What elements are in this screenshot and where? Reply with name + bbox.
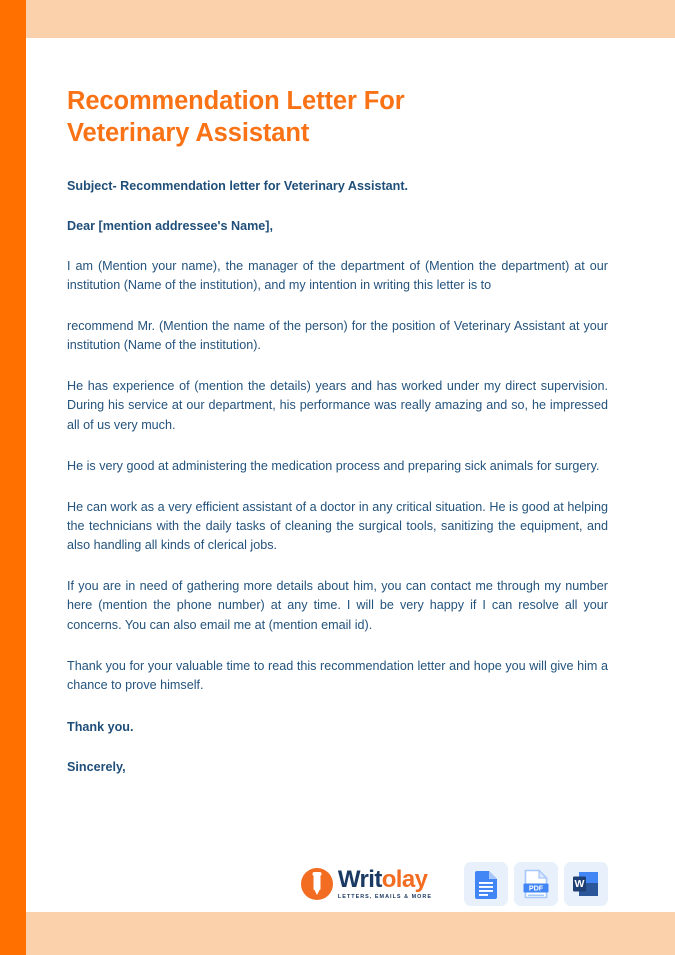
logo-tagline: LETTERS, EMAILS & MORE — [337, 893, 432, 900]
body-paragraph-5: He can work as a very efficient assistant of a doctor in any critical situation. He is good at helping the technicians with the daily tasks of cleaning the surgical tools, sanitizing the equipment, and also handling all kinds of clerical jobs. — [67, 499, 608, 553]
salutation-line: Dear [mention addressee's Name], — [67, 218, 273, 233]
word-glyph: W — [574, 878, 585, 891]
left-orange-spine — [0, 0, 26, 955]
svg-text:PDF: PDF — [528, 883, 544, 893]
page-title: Recommendation Letter For Veterinary Assistant — [67, 87, 405, 148]
word-icon[interactable] — [564, 862, 608, 906]
closing-sincerely: Sincerely, — [67, 760, 126, 775]
closing-thanks: Thank you. — [67, 720, 134, 734]
google-docs-icon[interactable] — [464, 862, 508, 906]
body-paragraph-4: He is very good at administering the medication process and preparing sick animals for surgery. — [67, 458, 600, 473]
footer-inner — [301, 862, 608, 906]
body-paragraph-7: Thank you for your valuable time to read this recommendation letter and hope you will give him a chance to prove himself. — [67, 658, 608, 692]
logo-text — [337, 865, 432, 900]
body-paragraph-1: I am (Mention your name), the manager of the department of (Mention the department) at our institution (Name of the institution), and my intention in writing this letter is to — [67, 258, 608, 292]
logo-word-part-two: olay — [381, 865, 428, 893]
footer — [67, 848, 608, 906]
subject-line: Subject- Recommendation letter for Veterinary Assistant. — [67, 179, 409, 194]
pdf-icon[interactable] — [514, 862, 558, 906]
bottom-peach-band — [26, 912, 675, 955]
top-peach-band — [26, 0, 675, 38]
body-paragraph-2: recommend Mr. (Mention the name of the person) for the position of Veterinary Assistant at your institution (Name of the institution). — [67, 319, 608, 353]
download-format-icons — [464, 862, 608, 906]
logo-wordmark — [337, 865, 432, 893]
pen-in-circle-icon — [301, 868, 333, 900]
letter-content — [67, 38, 608, 912]
logo-word-part-one: Writ — [337, 865, 382, 893]
body-paragraph-6: If you are in need of gathering more details about him, you can contact me through my number here (mention the phone number) at any time. I will be very happy if I can resolve all your concerns. You can also email me at (mention email id). — [67, 579, 608, 632]
writolay-logo[interactable] — [301, 865, 432, 900]
body-paragraph-3: He has experience of (mention the details) years and has worked under my direct supervision. During his service at our department, his performance was really amazing and so, he impressed all of us very much. — [67, 379, 608, 432]
